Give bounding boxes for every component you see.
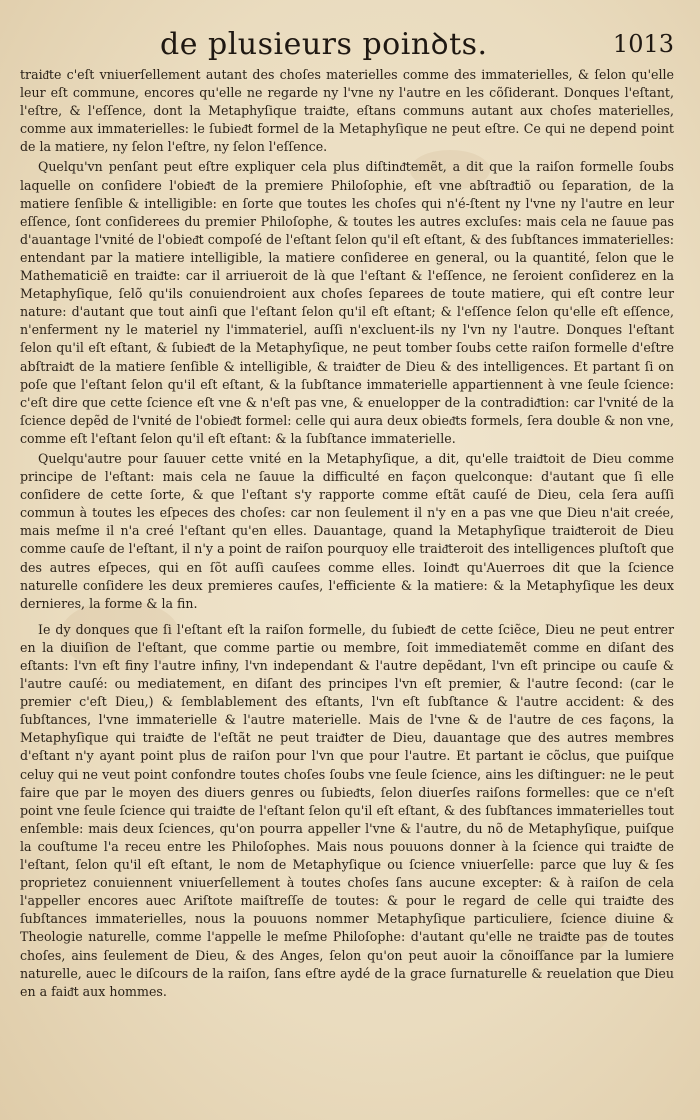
body-text <box>20 66 674 1001</box>
page-header <box>0 18 700 66</box>
paragraph: Ie dy donques que ſi l'eſtant eſt la raiſon formelle, du ſubieᵭt de cette ſciẽce, Dieu ne peut entrer en la diuiſion de l'eſtant, que comme partie ou membre, ſoit immediatemẽt comme en diſant des eſtants: l'vn eſt finy l'autre infiny, l'vn independant & l'autre depẽdant, l'vn eſt principe ou cauſe & l'autre cauſé: ou mediatement, en diſant des principes l'vn eſt premier, & l'autre ſecond: (car le premier c'eſt Dieu,) & ſemblablement des eſtants, l'vn eſt ſubſtance & l'autre accident: & des ſubſtances, l'vne immaterielle & l'autre materielle. Mais de l'vne & de l'autre de ces façons, la Metaphyſique qui traiᵭte de l'eſtãt ne peut traiᵭter de Dieu, dauantage que des autres membres d'eſtant n'y ayant point plus de raiſon pour l'vn que pour l'autre. Et partant ie cõclus, que puiſque celuy qui ne veut point confondre toutes choſes ſoubs vne ſeule ſcience, ains les diſtinguer: ne le peut faire que par le moyen des diuers genres ou ſubieᵭts, ſelon diuerſes raiſons formelles: que ce n'eſt point vne ſeule ſcience qui traiᵭte de l'eſtant ſelon qu'il eſt eſtant, & des ſubſtances immaterielles tout enſemble: mais deux ſciences, qu'on pourra appeller l'vne & l'autre, du nõ de Metaphyſique, puiſque la couſtume l'a receu entre les Philoſophes. Mais nous pouuons donner à la ſcience qui traiᵭte de l'eſtant, ſelon qu'il eſt eſtant, le nom de Metaphyſique ou ſcience vniuerſelle: parce que luy & ſes proprietez conuiennent vniuerſellement à toutes choſes ſans aucune excepter: & à raiſon de cela l'appeller encores auec Ariſtote maiſtreſſe de toutes: & pour le regard de celle qui traiᵭte des ſubſtances immaterielles, nous la pouuons nommer Metaphyſique particuliere, ſcience diuine & Theologie naturelle, comme l'appelle le meſme Philoſophe: d'autant qu'elle ne traiᵭte pas de toutes choſes, ains ſeulement de Dieu, & des Anges, ſelon qu'on peut auoir la cõnoiſſance par la lumiere naturelle, auec le diſcours de la raiſon, ſans eſtre aydé de la grace ſurnaturelle & reuelation que Dieu en a faiᵭt aux hommes. <box>20 621 674 999</box>
paragraph: traiᵭte c'eſt vniuerſellement autant des choſes materielles comme des immaterielles, & ſelon qu'elle leur eſt commune, encores qu'elle ne regarde ny l'vne ny l'autre en les cõſiderant. Donques l'eſtant, l'eſtre, & l'eſſence, dont la Metaphyſique traiᵭte, eſtans communs autant aux choſes materielles, comme aux immaterielles: le ſubieᵭt formel de la Metaphyſique ne peut eſtre. Ce qui ne depend point de la matiere, ny ſelon l'eſtre, ny ſelon l'eſſence. <box>20 67 674 155</box>
page-number: 1013 <box>612 30 674 58</box>
paragraph: Quelqu'autre pour ſauuer cette vnité en la Metaphyſique, a dit, qu'elle traiᵭtoit de Dieu comme principe de l'eſtant: mais cela ne ſauue la difficulté en façon quelconque: d'autant que ſi elle conſidere de cette ſorte, & que l'eſtant s'y rapporte comme eſtãt cauſé de Dieu, cela ſera auſſi commun à toutes les eſpeces des choſes: car non ſeulement il n'y en a pas vne que Dieu n'ait creée, mais meſme il n'a creé l'eſtant qu'en elles. Dauantage, quand la Metaphyſique traiᵭteroit de Dieu comme cauſe de l'eſtant, il n'y a point de raiſon pourquoy elle traiᵭteroit des intelligences pluſtoſt que des autres eſpeces, qui en ſõt auſſi cauſees comme elles. Ioinᵭt qu'Auerroes dit que la ſcience naturelle conſidere les deux premieres cauſes, l'efficiente & la matiere: & la Metaphyſique les deux dernieres, la forme & la fin. <box>20 450 674 611</box>
paragraph: Quelqu'vn penſant peut eſtre expliquer cela plus diſtinᵭtemẽt, a dit que la raiſon formelle ſoubs laquelle on conſidere l'obieᵭt de la premiere Philoſophie, eſt vne abſtraᵭtiõ ou ſeparation, de la matiere ſenſible & intelligible: en ſorte que toutes les choſes qui n'é-ſtent ny l'vne ny l'autre en leur eſſence, ſont conſiderees du premier Philoſophe, & toutes les autres excluſes: mais cela ne ſauue pas d'auantage l'vnité de l'obieᵭt compoſé de l'eſtant ſelon qu'il eſt eſtant, & des ſubſtances immaterielles: entendant par la matiere intelligible, la matiere conſideree en general, ou la quantité, ſelon que le Mathematiciẽ en traiᵭte: car il arriueroit de là que l'eſtant & l'eſſence, ne ſeroient conſiderez en la Metaphyſique, ſelõ qu'ils conuiendroient aux choſes ſeparees de toute matiere, qui eſt contre leur nature: d'autant que tout ainſi que l'eſtant ſelon qu'il eſt eſtant; & l'eſſence ſelon qu'elle eſt eſſence, n'enferment ny le materiel ny l'immateriel, auſſi n'excluent-ils ny l'vn ny l'autre. Donques l'eſtant ſelon qu'il eſt eſtant, & ſubieᵭt de la Metaphyſique, ne peut tomber ſoubs cette raiſon formelle d'eſtre abſtraiᵭt de la matiere ſenſible & intelligible, & traiᵭter de Dieu & des intelligences. Et partant ſi on poſe que l'eſtant ſelon qu'il eſt eſtant, & la ſubſtance immaterielle appartiennent à vne ſeule ſcience: c'eſt dire que cette ſcience eſt vne & n'eſt pas vne, & enuelopper de la contradiᵭtion: car l'vnité de la ſcience depẽd de l'vnité de l'obieᵭt formel: celle qui aura deux obieᵭts formels, ſera double & non vne, comme eſt l'eſtant ſelon qu'il eſt eſtant: & la ſubſtance immaterielle. <box>20 159 674 446</box>
running-head: de plusieurs poinꝺts. <box>160 27 488 62</box>
